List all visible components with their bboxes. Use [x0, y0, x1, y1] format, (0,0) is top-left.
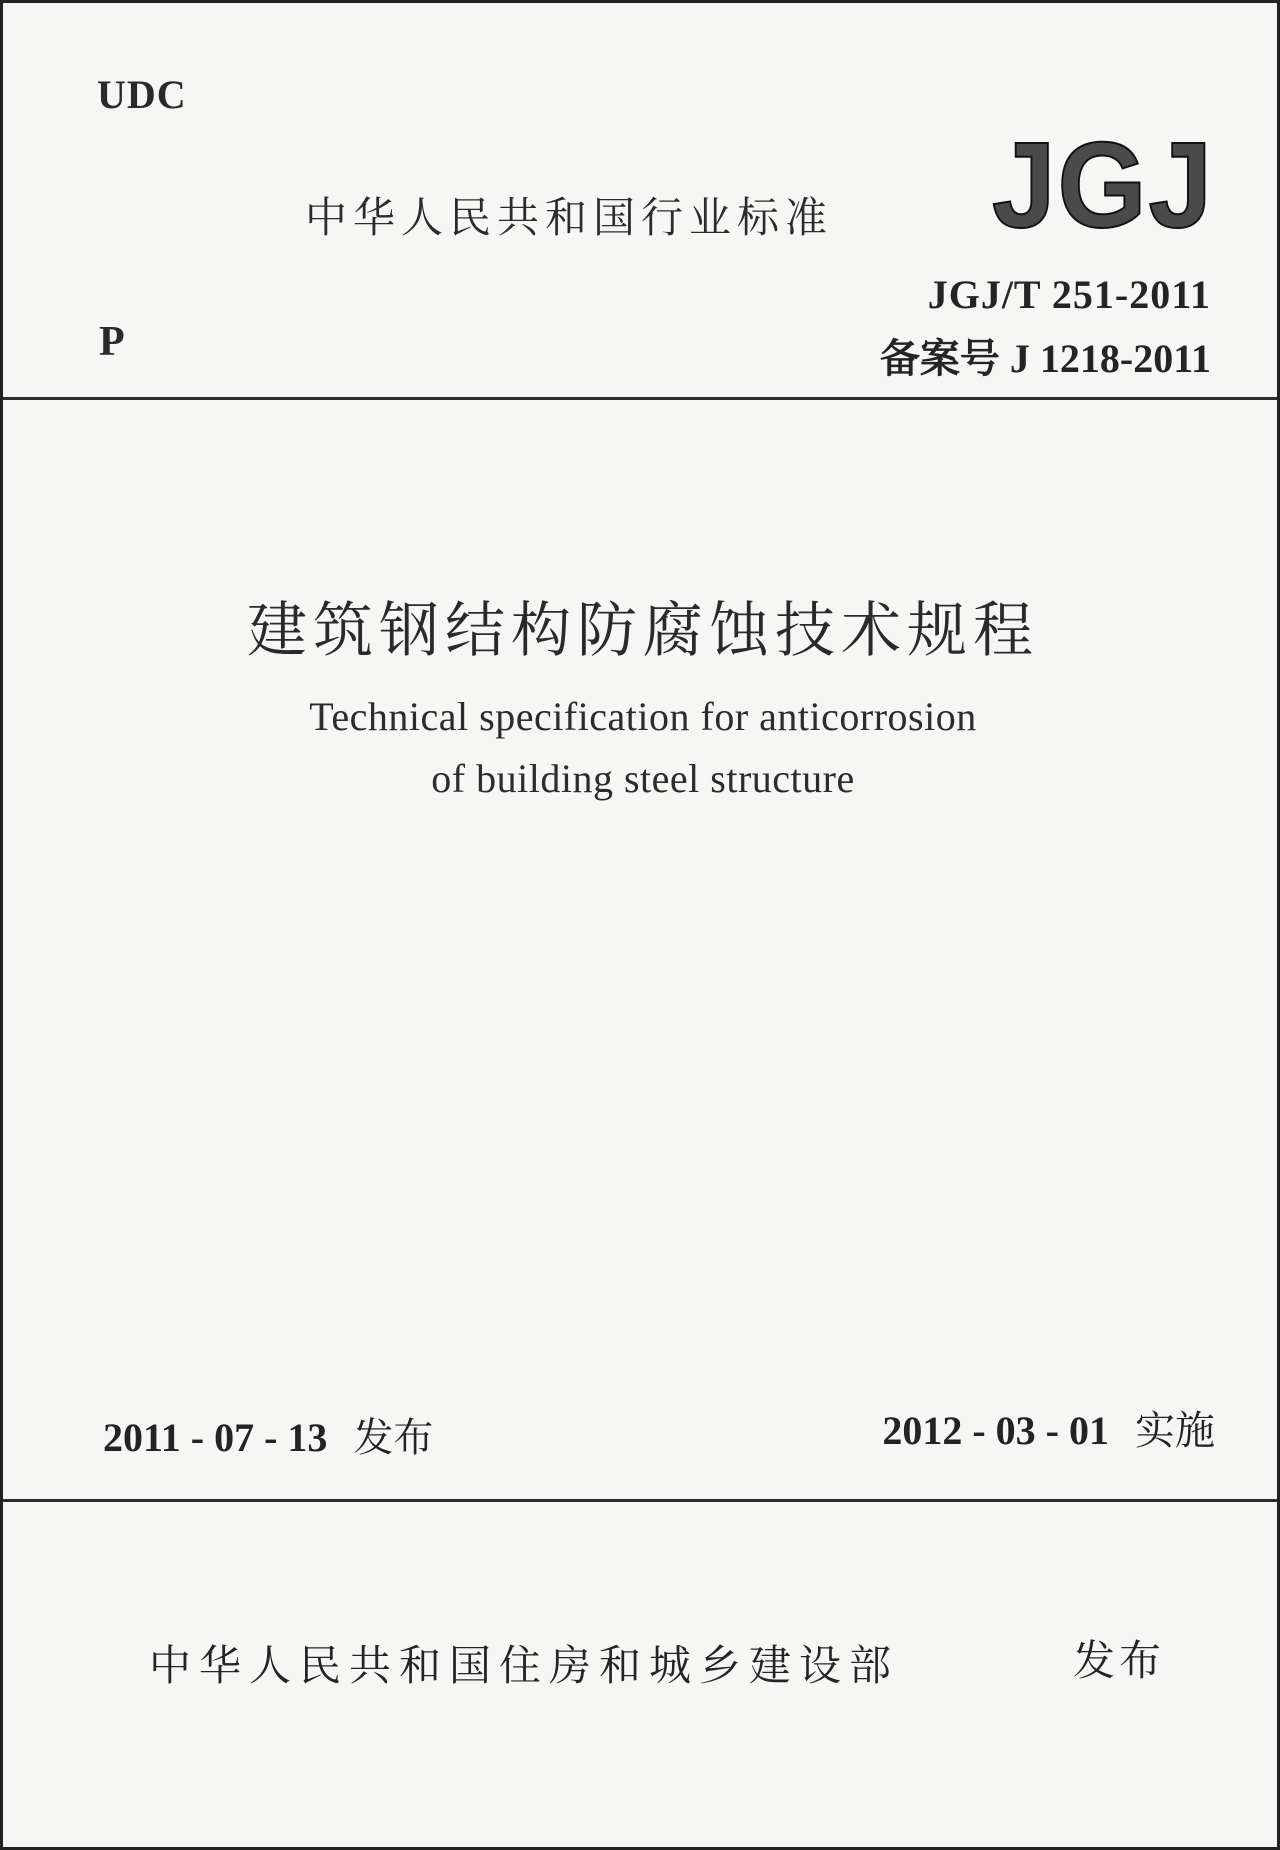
implementation-label: 实施 [1135, 1408, 1215, 1454]
issue-label: 发布 [353, 1415, 434, 1461]
jgj-logo-icon [988, 121, 1218, 236]
implementation-date: 2012 - 03 - 01 [882, 1408, 1109, 1453]
title-chinese: 建筑钢结构防腐蚀技术规程 [247, 596, 1039, 666]
udc-label: UDC [97, 72, 187, 117]
top-divider [3, 397, 1280, 400]
issue-date-row [103, 1406, 433, 1463]
logo-text: JGJ [992, 121, 1214, 236]
issue-date: 2011 - 07 - 13 [103, 1415, 328, 1460]
publisher-label: 发布 [1073, 1636, 1166, 1685]
industry-standard-heading: 中华人民共和国行业标准 [305, 193, 834, 242]
classification-label: P [99, 319, 125, 365]
title-english-line2: of building steel structure [431, 756, 855, 801]
implementation-date-row [882, 1399, 1215, 1456]
title-english-line1: Technical specification for anticorrosion [309, 694, 977, 739]
record-number: 备案号 J 1218-2011 [879, 336, 1211, 381]
publisher-name: 中华人民共和国住房和城乡建设部 [149, 1641, 900, 1690]
standard-number: JGJ/T 251-2011 [927, 272, 1211, 317]
bottom-divider [3, 1499, 1280, 1502]
